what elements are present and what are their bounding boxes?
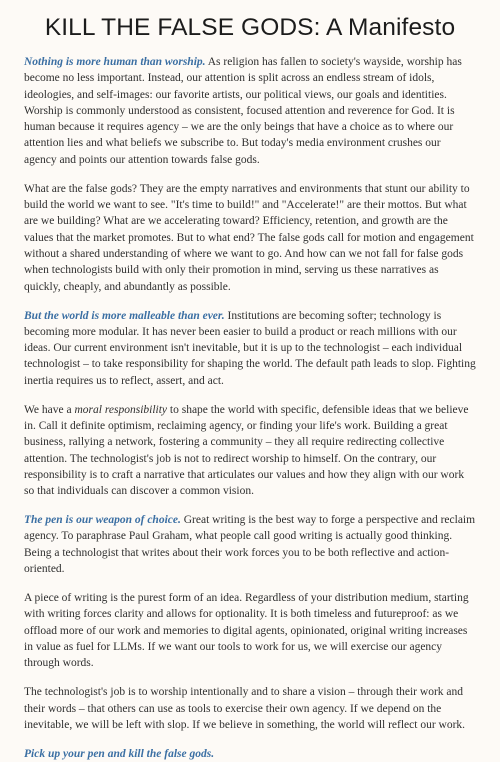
paragraph-4-before: We have a (24, 403, 75, 416)
paragraph-6-text: A piece of writing is the purest form of an idea. Regardless of your distribution medium, starting with writing forces clarity and allows for optionality. It is both timeless and futureproof: as we offload more of our work and memories to digital agents, opinionated, original writing increases in value as fuel for LLMs. If we want our tools to work for us, we will exercise our agency through words. (24, 592, 469, 670)
paragraph-3-lead: But the world is more malleable than ever. (24, 309, 225, 322)
paragraph-4 (24, 402, 476, 500)
paragraph-2 (24, 181, 476, 295)
closing-line (24, 746, 476, 762)
page-title: KILL THE FALSE GODS: A Manifesto (44, 14, 456, 41)
paragraph-3 (24, 308, 476, 389)
paragraph-1 (24, 54, 476, 168)
paragraph-7-text: The technologist's job is to worship intentionally and to share a vision – through their work and their words – that others can use as tools to exercise their own agency. If we depend on the inevitable, we will be left with slop. If we believe in something, the world will reflect our work. (24, 686, 466, 731)
closing-line-lead: Pick up your pen and kill the false gods. (24, 747, 215, 760)
paragraph-4-after: to shape the world with specific, defensible ideas that we believe in. Call it definite optimism, reclaiming agency, or finding your life's work. Building a great business, rallying a network, fostering a community – they all require redirecting collective attention. The technologist's job is not to redirect worship to himself. On the contrary, our responsibility is to craft a narrative that articulates our values and how they align with our work so that individuals can discover a common vision. (24, 403, 469, 498)
paragraph-1-text: As religion has fallen to society's wayside, worship has become no less important. Instead, our attention is split across an endless stream of idols, ideologies, and self-images: our favorite artists, our political views, our goals and identities. Worship is commonly understood as consistent, focused attention and reverence for God. It is human because it requires agency – we are the only beings that have a choice as to where our attention lies and what beliefs we subscribe to. But today's media environment crushes our agency and points our attention towards false gods. (24, 56, 462, 166)
paragraph-5 (24, 512, 476, 577)
paragraph-5-lead: The pen is our weapon of choice. (24, 514, 181, 527)
paragraph-5-text: Great writing is the best way to forge a perspective and reclaim agency. To paraphrase Paul Graham, what people call good writing is actually good thinking. Being a technologist that writes about their work forces you to be both reflective and action-oriented. (24, 514, 476, 576)
paragraph-1-lead: Nothing is more human than worship. (24, 56, 206, 68)
paragraph-2-text: What are the false gods? They are the empty narratives and environments that stunt our ability to build the world we want to see. "It's time to build!" and "Accelerate!" are their mottos. But what are we building? What are we accelerating toward? Efficiency, retention, and growth are the values that the market promotes. But to what end? The false gods call for motion and engagement without a shared understanding of where we want to go. And how can we not fall for false gods when technologists build with only their promotion in mind, serving us these narratives as quickly, cheaply, and abundantly as possible. (24, 182, 474, 293)
paragraph-4-emphasis: moral responsibility (74, 403, 168, 416)
paragraph-3-text: Institutions are becoming softer; technology is becoming more modular. It has never been easier to build a product or reach millions with our ideas. Our current environment isn't inevitable, but it is up to the technologist – each individual technologist – to take responsibility for shaping the world. The default path leads to slop. Fighting inertia requires us to reflect, assert, and act. (24, 309, 476, 387)
paragraph-7 (24, 684, 476, 733)
paragraph-6 (24, 590, 476, 671)
